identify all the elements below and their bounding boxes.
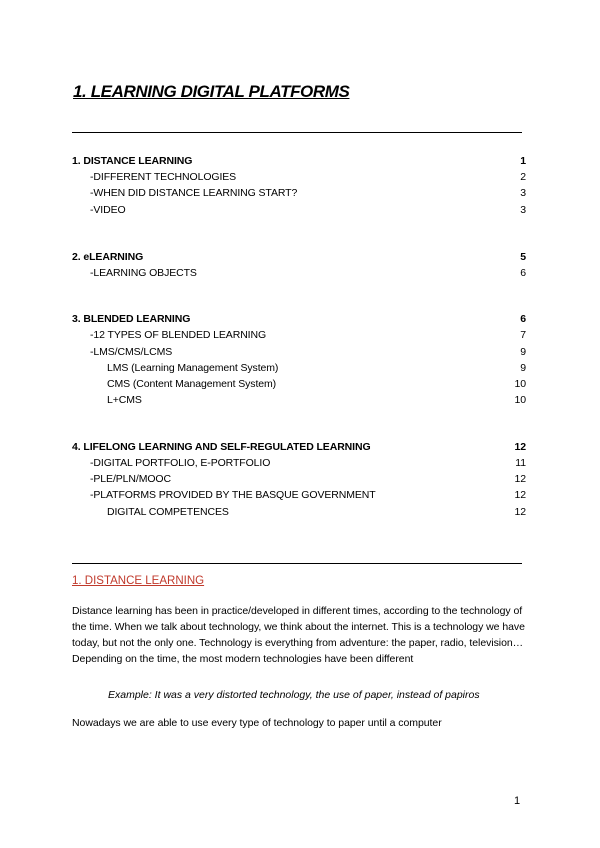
toc-entry: CMS (Content Management System) 10 xyxy=(107,378,526,390)
toc-entry: DIGITAL COMPETENCES 12 xyxy=(107,506,526,518)
toc-entry: -VIDEO 3 xyxy=(90,204,526,216)
toc-entry: -DIFFERENT TECHNOLOGIES 2 xyxy=(90,171,526,183)
toc-entry: -LMS/CMS/LCMS 9 xyxy=(90,346,526,358)
toc-entry: 2. eLEARNING 5 xyxy=(72,251,526,263)
toc-entry: 4. LIFELONG LEARNING AND SELF-REGULATED LEARNING 12 xyxy=(72,441,526,453)
section-heading-link[interactable]: 1. DISTANCE LEARNING xyxy=(72,575,205,587)
divider-bottom xyxy=(72,563,522,564)
toc-entry: -PLATFORMS PROVIDED BY THE BASQUE GOVERNMENT 12 xyxy=(90,489,526,501)
toc-entry: -12 TYPES OF BLENDED LEARNING 7 xyxy=(90,329,526,341)
body-paragraph: Distance learning has been in practice/developed in different times, according to the technology of the time. When we talk about technology, we think about the internet. This is a technology we have today, but not the only one. Technology is everything from adventure: the paper, radio, television… Depending on the time, the most modern technologies have been different xyxy=(72,605,525,665)
example-text: Example: It was a very distorted technology, the use of paper, instead of papiros xyxy=(108,689,480,701)
toc-entry: 3. BLENDED LEARNING 6 xyxy=(72,313,526,325)
toc-entry: L+CMS 10 xyxy=(107,394,526,406)
toc-entry: -LEARNING OBJECTS 6 xyxy=(90,267,526,279)
toc-entry: LMS (Learning Management System) 9 xyxy=(107,362,526,374)
page-number: 1 xyxy=(514,795,521,807)
toc-entry: -DIGITAL PORTFOLIO, E-PORTFOLIO 11 xyxy=(90,457,526,469)
body-paragraph: Nowadays we are able to use every type of technology to paper until a computer xyxy=(72,717,442,729)
divider-top xyxy=(72,132,522,133)
toc-entry: -WHEN DID DISTANCE LEARNING START? 3 xyxy=(90,187,526,199)
document-title: 1. LEARNING DIGITAL PLATFORMS xyxy=(73,82,350,101)
toc-entry: 1. DISTANCE LEARNING 1 xyxy=(72,155,526,167)
toc-entry: -PLE/PLN/MOOC 12 xyxy=(90,473,526,485)
